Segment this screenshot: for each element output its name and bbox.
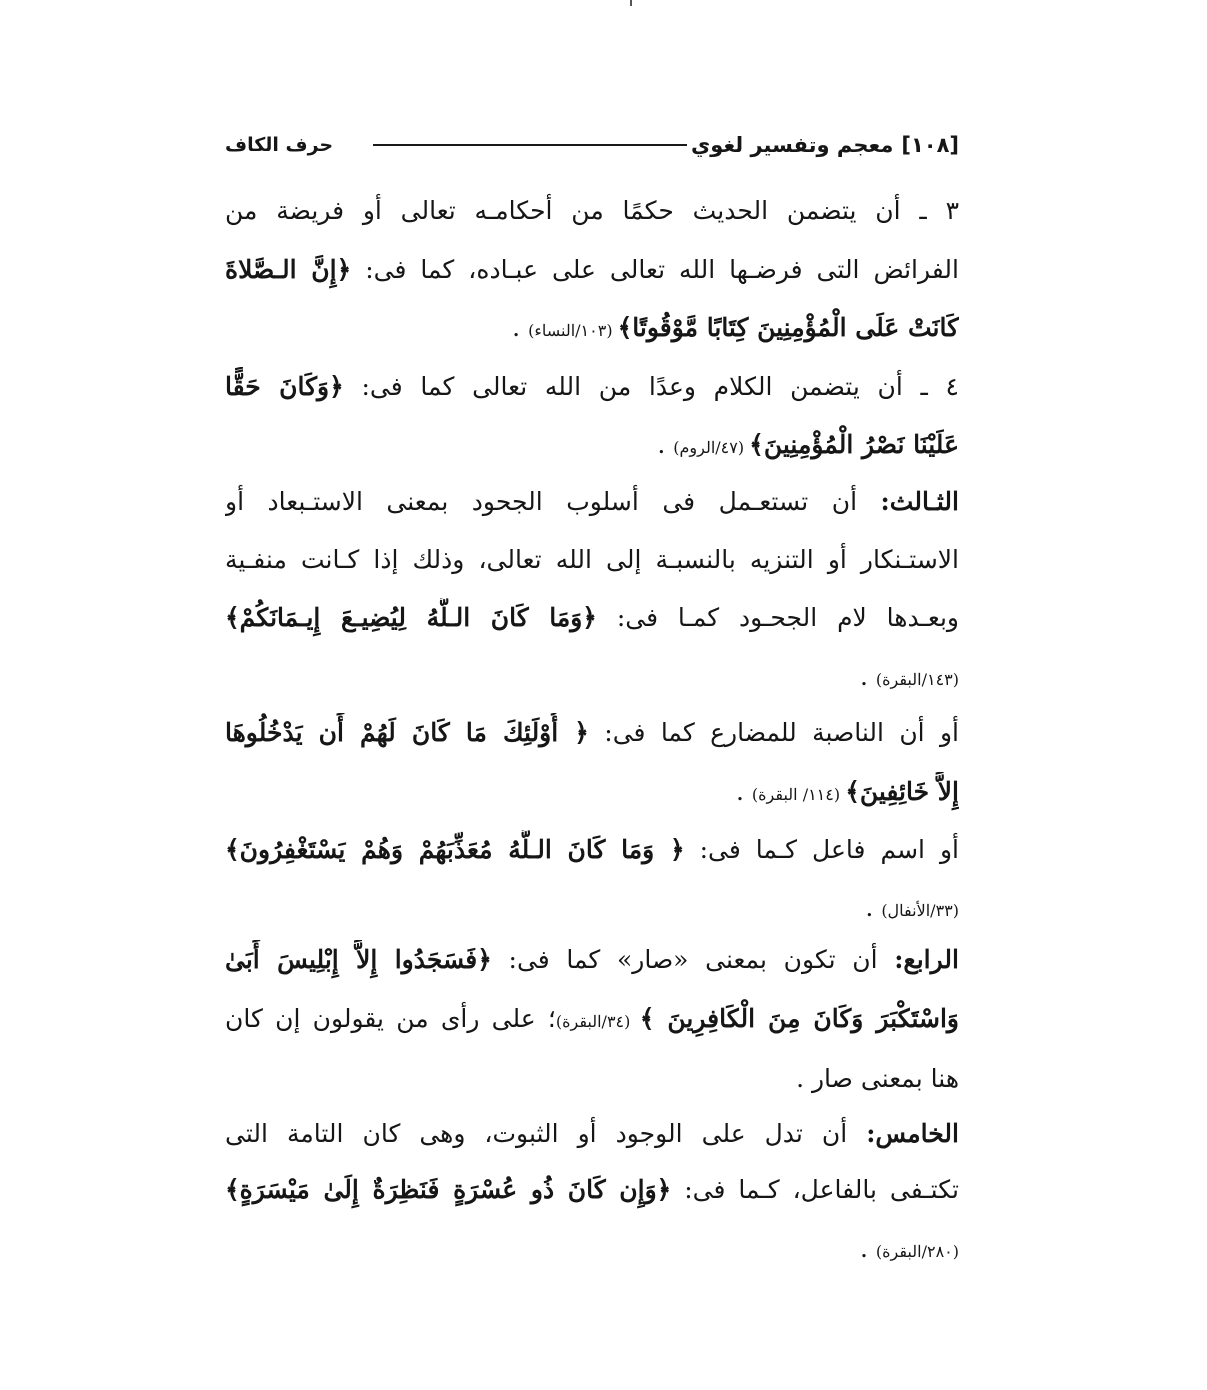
quran-verse: إِلاَّ خَائِفِينَ﴾ xyxy=(845,777,959,806)
text-line xyxy=(225,191,959,231)
text-run: وبعـدها لام الجحـود كمـا فى: xyxy=(596,603,959,632)
text-run: أن تستعـمل فى أسلوب الجحود بمعنى الاستـبعاد أو xyxy=(225,487,881,516)
text-run: . xyxy=(512,313,529,342)
text-line xyxy=(225,830,959,870)
text-run: هنا بمعنى صار . xyxy=(796,1064,959,1093)
quran-verse: ﴿وَكَانَ حَقًّا xyxy=(225,372,344,401)
section-heading: الرابع: xyxy=(894,945,959,974)
quran-verse: ﴿فَسَجَدُوا إِلاَّ إِبْلِيسَ أَبَىٰ xyxy=(225,945,492,974)
text-run: . xyxy=(736,777,752,806)
text-line xyxy=(225,999,959,1039)
text-line xyxy=(225,308,959,348)
text-run: تكتـفى بالفاعل، كـما فى: xyxy=(671,1175,959,1204)
page-header xyxy=(225,128,959,162)
quran-verse: ﴿إِنَّ الـصَّلاةَ xyxy=(225,255,352,284)
verse-reference: (٤٧/الروم) xyxy=(673,438,750,457)
verse-reference: (٢٨٠/البقرة) xyxy=(875,1242,959,1261)
quran-verse: ﴿ وَمَا كَانَ الـلَّهُ مُعَذِّبَهُمْ وَهُمْ يَسْتَغْفِرُونَ﴾ xyxy=(225,835,685,864)
text-line xyxy=(225,888,959,928)
text-line xyxy=(225,1229,959,1269)
text-line xyxy=(225,657,959,697)
text-line xyxy=(225,1059,959,1099)
verse-reference: (٣٤/البقرة) xyxy=(555,1012,640,1031)
header-page-number: [١٠٨] xyxy=(901,133,959,157)
section-heading: الثـالث: xyxy=(880,487,959,516)
verse-reference: (١٤٣/البقرة) xyxy=(875,670,959,689)
quran-verse: ﴿ أُوْلَئِكَ مَا كَانَ لَهُمْ أَن يَدْخُلُوهَا xyxy=(225,718,589,747)
quran-verse: كَانَتْ عَلَى الْمُؤْمِنِينَ كِتَابًا مَّوْقُوتًا﴾ xyxy=(617,313,959,342)
text-run: . xyxy=(859,1234,876,1263)
header-rule xyxy=(373,144,687,146)
quran-verse: ﴿وَإِن كَانَ ذُو عُسْرَةٍ فَنَظِرَةٌ إِلَىٰ مَيْسَرَةٍ﴾ xyxy=(225,1175,672,1204)
quran-verse: ﴿وَمَا كَانَ الـلَّهُ لِيُضِيـعَ إِيـمَانَكُمْ﴾ xyxy=(225,603,597,632)
text-run: أو اسم فاعل كـما فى: xyxy=(684,835,959,864)
text-run: ٤ ـ أن يتضمن الكلام وعدًا من الله تعالى كما فى: xyxy=(343,372,959,401)
text-line xyxy=(225,713,959,753)
scan-mark xyxy=(630,0,632,6)
text-run: أن تكون بمعنى «صار» كما فى: xyxy=(491,945,895,974)
quran-verse: وَاسْتَكْبَرَ وَكَانَ مِنَ الْكَافِرِينَ ﴾ xyxy=(639,1004,959,1033)
text-run: ؛ على رأى من يقولون إن كان xyxy=(225,1004,556,1033)
text-line xyxy=(225,367,959,407)
quran-verse: عَلَيْنَا نَصْرُ الْمُؤْمِنِينَ﴾ xyxy=(749,430,959,459)
text-line xyxy=(225,1114,959,1154)
text-run: الاستـنكار أو التنزيه بالنسبـة إلى الله تعالى، وذلك إذا كـانت منفـية xyxy=(225,545,959,574)
text-run: ٣ ـ أن يتضمن الحديث حكمًا من أحكامـه تعالى أو فريضة من xyxy=(225,196,959,225)
text-line xyxy=(225,250,959,290)
text-run: أن تدل على الوجود أو الثبوت، وهى كان التامة التى xyxy=(225,1119,867,1148)
text-line xyxy=(225,482,959,522)
text-line xyxy=(225,425,959,465)
text-run: . xyxy=(657,430,674,459)
text-run: . xyxy=(859,662,876,691)
text-run: . xyxy=(865,893,882,922)
verse-reference: (١١٤/ البقرة) xyxy=(751,785,846,804)
section-heading: الخامس: xyxy=(866,1119,959,1148)
verse-reference: (١٠٣/النساء) xyxy=(528,321,618,340)
verse-reference: (٣٣/الأنفال) xyxy=(881,901,959,920)
text-line xyxy=(225,540,959,580)
text-run: أو أن الناصبة للمضارع كما فى: xyxy=(588,718,959,747)
text-line xyxy=(225,940,959,980)
text-line xyxy=(225,772,959,812)
header-chapter: حرف الكاف xyxy=(225,134,334,156)
header-title: معجم وتفسير لغوي xyxy=(691,133,894,157)
text-run: الفرائض التى فرضـها الله تعالى على عبـاده، كما فى: xyxy=(351,255,959,284)
text-line xyxy=(225,598,959,638)
text-line xyxy=(225,1170,959,1210)
